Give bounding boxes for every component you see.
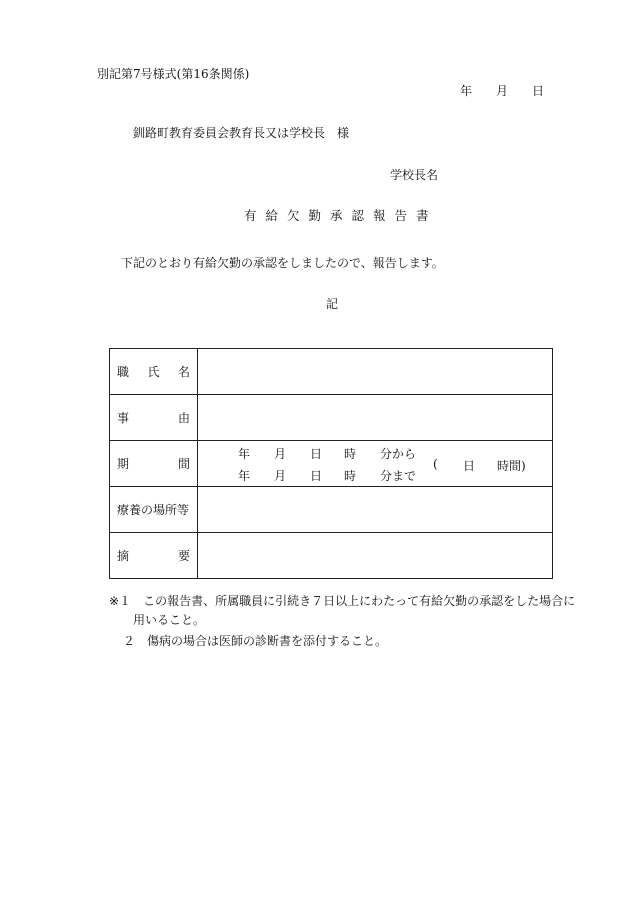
from-suffix: 分から — [380, 447, 417, 461]
note-1 — [109, 594, 575, 608]
duration-day: 日 — [463, 459, 476, 473]
to-month: 月 — [274, 469, 287, 483]
from-day: 日 — [310, 447, 323, 461]
note-2 — [123, 634, 387, 648]
principal-name-label: 学校長名 — [390, 168, 439, 182]
to-suffix: 分まで — [380, 469, 417, 483]
label-char: 摘 — [117, 549, 130, 563]
duration-hours: 時間) — [497, 459, 526, 473]
addressee: 釧路町教育委員会教育長又は学校長 様 — [133, 126, 350, 140]
from-hour: 時 — [344, 447, 357, 461]
label-char: 要 — [177, 549, 190, 563]
name-value-cell[interactable] — [198, 349, 553, 395]
row-place — [110, 487, 553, 533]
label-period — [110, 441, 198, 487]
to-day: 日 — [310, 469, 323, 483]
label-char: 由 — [177, 411, 190, 425]
label-reason — [110, 395, 198, 441]
from-year: 年 — [238, 447, 251, 461]
reason-value-cell[interactable] — [198, 395, 553, 441]
to-year: 年 — [238, 469, 251, 483]
date-year: 年 — [460, 84, 473, 98]
summary-value-cell[interactable] — [198, 533, 553, 579]
label-place — [110, 487, 198, 533]
row-reason — [110, 395, 553, 441]
label-char: 期 — [117, 457, 130, 471]
intro-text: 下記のとおり有給欠勤の承認をしましたので、報告します。 — [121, 256, 444, 270]
note-1-line-2: 用いること。 — [133, 613, 206, 627]
row-period — [110, 441, 553, 487]
place-value-cell[interactable] — [198, 487, 553, 533]
row-name — [110, 349, 553, 395]
note-1-marker: ※１ — [109, 594, 132, 608]
report-table — [109, 348, 553, 579]
duration-paren-open: ( — [433, 457, 438, 471]
note-2-text: 傷病の場合は医師の診断書を添付すること。 — [147, 634, 388, 648]
note-1-line-1: この報告書、所属職員に引続き７日以上にわたって有給欠勤の承認をした場合に — [143, 594, 576, 608]
to-hour: 時 — [344, 469, 357, 483]
ki-heading: 記 — [326, 297, 339, 311]
place-label: 療養の場所等 — [117, 503, 190, 517]
label-name — [110, 349, 198, 395]
from-month: 月 — [274, 447, 287, 461]
row-summary — [110, 533, 553, 579]
date-month: 月 — [496, 84, 509, 98]
label-char: 名 — [177, 365, 190, 379]
form-number-label: 別記第7号様式(第16条関係) — [97, 67, 250, 81]
date-day: 日 — [532, 84, 545, 98]
label-char: 事 — [117, 411, 130, 425]
period-value-cell[interactable] — [198, 441, 553, 487]
label-char: 氏 — [147, 365, 160, 379]
label-char: 間 — [177, 457, 190, 471]
label-summary — [110, 533, 198, 579]
note-2-marker: ２ — [123, 634, 136, 648]
document-title: 有給欠勤承認報告書 — [244, 208, 438, 223]
date-line — [460, 84, 544, 98]
label-char: 職 — [117, 365, 130, 379]
